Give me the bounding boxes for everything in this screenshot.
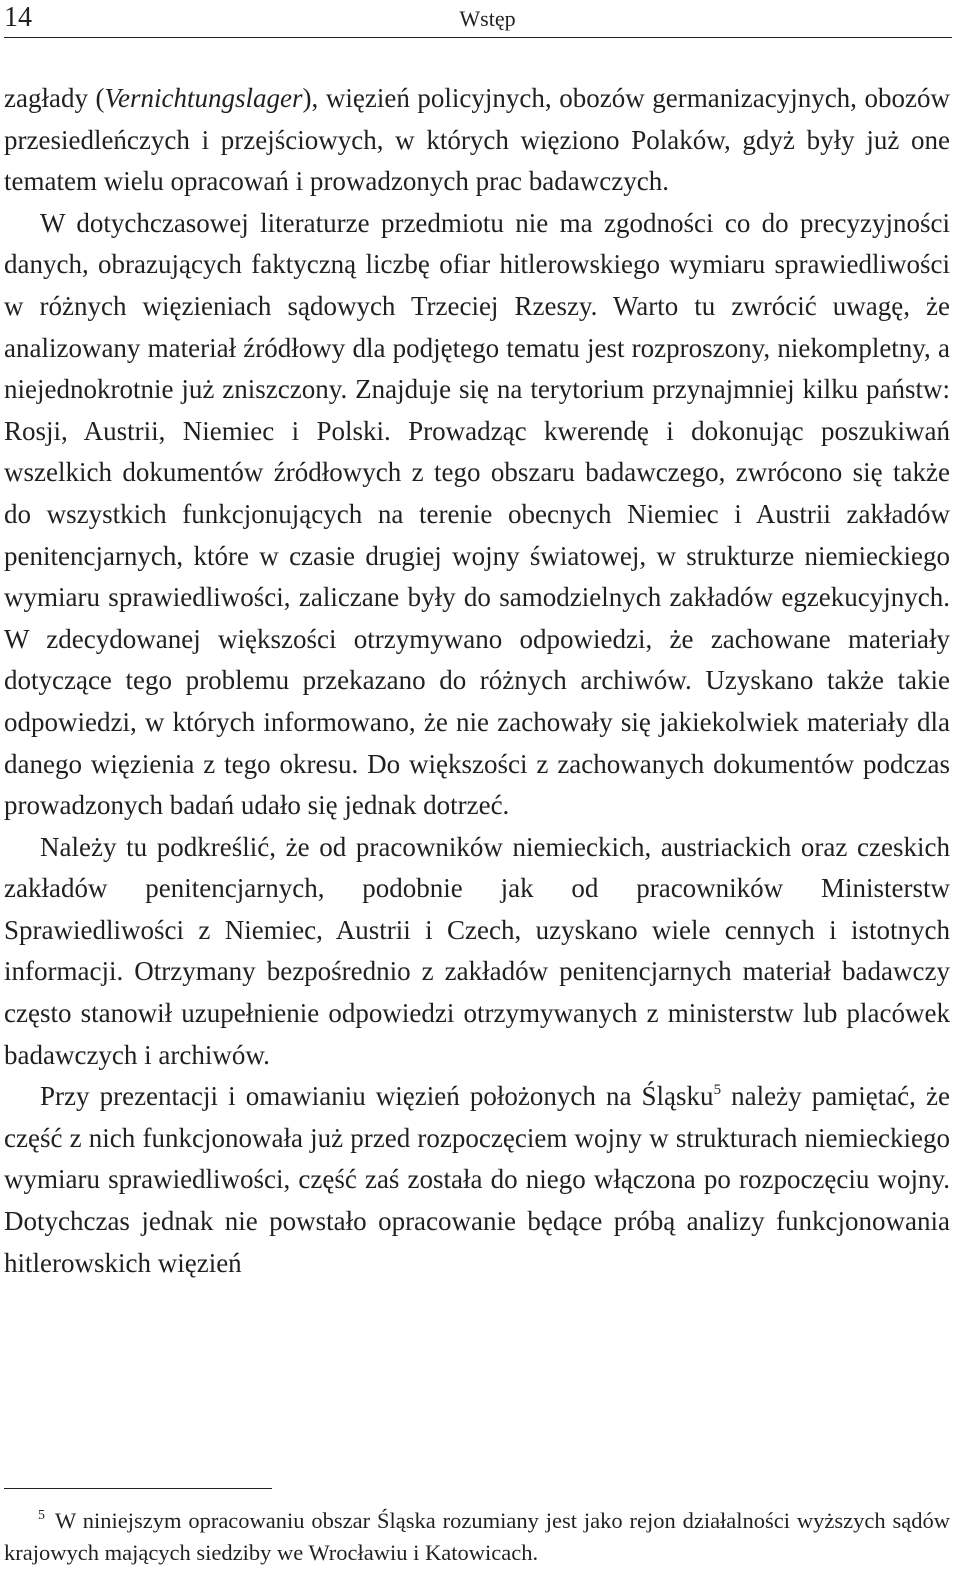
paragraph-4 xyxy=(4,1076,950,1284)
paragraph-3: Należy tu podkreślić, że od pracowników niemieckich, austriackich oraz czeskich zakładów penitencjarnych, podobnie jak od pracowników Ministerstw Sprawiedliwości z Niemiec, Austrii i Czech, uzyskano wiele cennych i istotnych informacji. Otrzymany bezpośrednio z zakładów penitencjarnych materiał badawczy często stanowił uzupełnienie odpowiedzi otrzymywanych z ministerstw lub placówek badawczych i archiwów. xyxy=(4,831,950,1070)
footnote xyxy=(4,1505,950,1569)
footnote-text: W niniejszym opracowaniu obszar Śląska rozumiany jest jako rejon działalności wyższych sądów krajowych mających siedziby we Wrocławiu i Katowicach. xyxy=(4,1508,950,1565)
header-rule xyxy=(4,37,952,38)
italic-term: Vernichtungslager xyxy=(104,83,303,113)
body-text xyxy=(4,78,950,1284)
paragraph-1-text-start: zagłady ( xyxy=(4,83,105,113)
paragraph-1-text-end: ), więzień policyjnych, obozów germanizacyjnych, obozów przesiedleńczych i przejściowych, w których więziono Polaków, gdyż były już one tematem wielu opracowań i prowadzonych prac badawczych. xyxy=(4,83,951,197)
paragraph-2: W dotychczasowej literaturze przedmiotu nie ma zgodności co do precyzyjności danych, obrazujących faktyczną liczbę ofiar hitlerowskiego wymiaru sprawiedliwości w różnych więzieniach sądowych Trzeciej Rzeszy. Warto tu zwrócić uwagę, że analizowany materiał źródłowy dla podjętego tematu jest rozproszony, niekompletny, a niejednokrotnie już zniszczony. Znajduje się na terytorium przynajmniej kilku państw: Rosji, Austrii, Niemiec i Polski. Prowadząc kwerendę i dokonując poszukiwań wszelkich dokumentów źródłowych z tego obszaru badawczego, zwrócono się także do wszystkich funkcjonujących na terenie obecnych Niemiec i Austrii zakładów penitencjarnych, które w czasie drugiej wojny światowej, w strukturze niemieckiego wymiaru sprawiedliwości, zaliczane były do samodzielnych zakładów egzekucyjnych. W zdecydowanej większości otrzymywano odpowiedzi, że zachowane materiały dotyczące tego problemu przekazano do różnych archiwów. Uzyskano także takie odpowiedzi, w których informowano, że nie zachowały się jakiekolwiek materiały dla danego więzienia z tego okresu. Do większości z zachowanych dokumentów podczas prowadzonych badań udało się jednak dotrzeć. xyxy=(4,207,950,821)
footnote-mark: 5 xyxy=(38,1508,45,1523)
paragraph-4-text-end: należy pamiętać, że część z nich funkcjonowała już przed rozpoczęciem wojny w strukturach niemieckiego wymiaru sprawiedliwości, część zaś została do niego włączona po rozpoczęciu wojny. Dotychczas jednak nie powstało opracowanie będące próbą analizy funkcjonowania hitlerowskich więzień xyxy=(4,1081,950,1278)
paragraph-4-text-start: Przy prezentacji i omawianiu więzień położonych na Śląsku xyxy=(40,1081,714,1112)
footnote-reference: 5 xyxy=(713,1082,722,1099)
paragraph-1 xyxy=(4,78,950,203)
running-head: Wstęp xyxy=(459,6,516,31)
footnote-rule xyxy=(4,1488,272,1489)
page-number: 14 xyxy=(4,2,32,33)
